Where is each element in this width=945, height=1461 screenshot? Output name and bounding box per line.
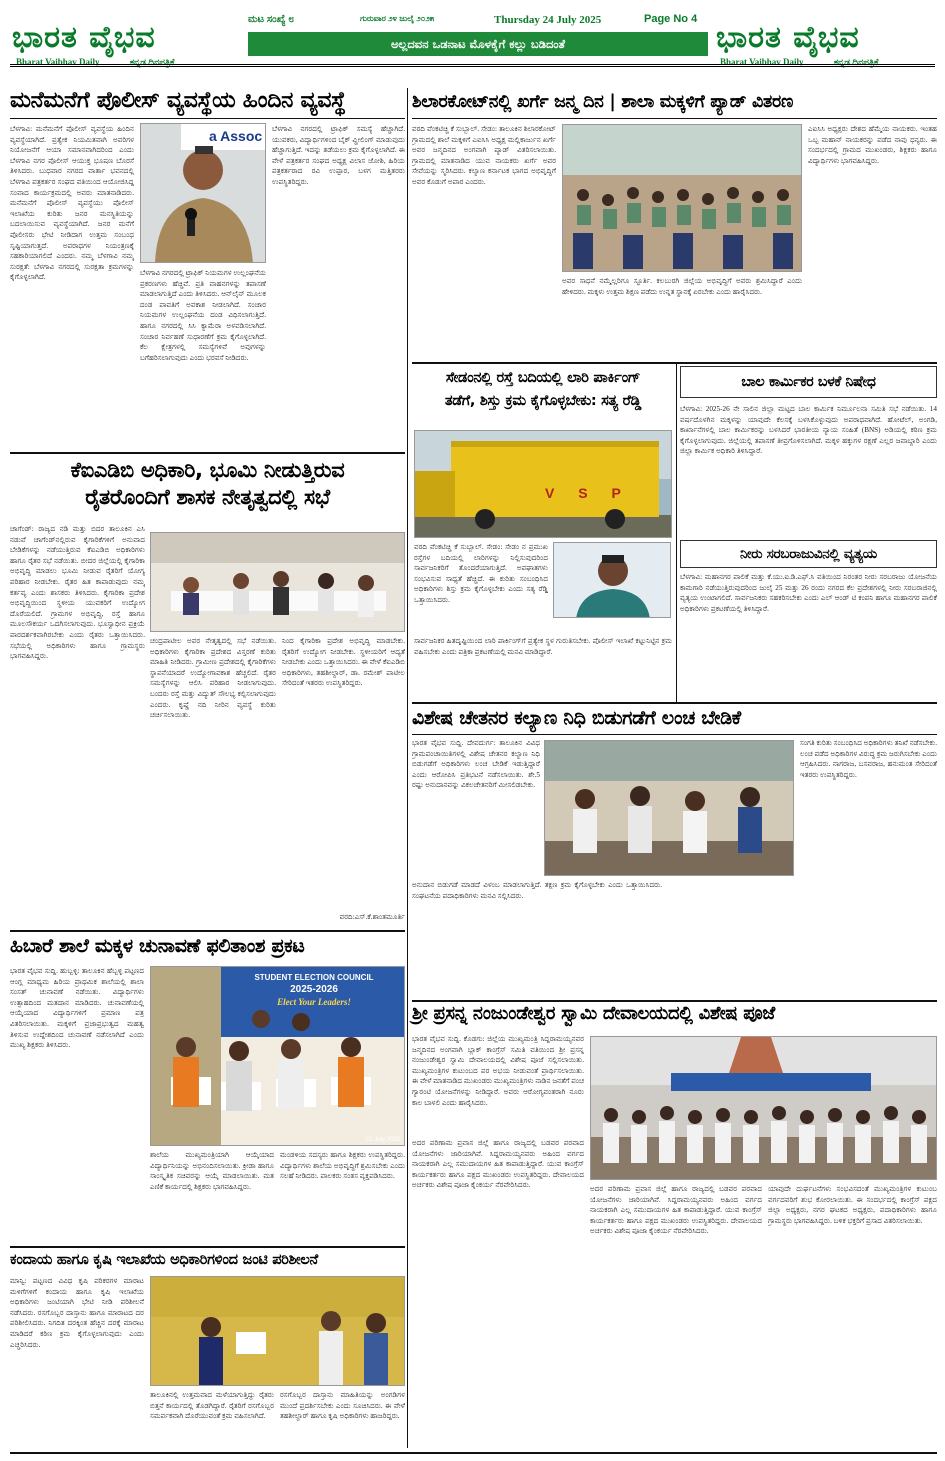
page-number: Page No 4 bbox=[644, 13, 698, 25]
issue-date-en: Thursday 24 July 2025 bbox=[494, 14, 602, 26]
a5-column-3: ಎಐಸಿಸಿ ಅಧ್ಯಕ್ಷರು ದೇಶದ ಹೆಮ್ಮೆಯ ನಾಯಕರು. ಇಂತಹ ಒಬ್ಬ ಮಹಾನ್ ನಾಯಕರನ್ನು ಪಡೆದ ನಾವು ಧನ್ಯರು. ಈ ಸಂದರ್ಭದಲ್ಲಿ ಗ್ರಾಮದ ಮುಖಂಡರು, ಶಿಕ್ಷಕರು ಹಾಗೂ ವಿದ್ಯಾರ್ಥಿಗಳು ಭಾಗವಹಿಸಿದ್ದರು. bbox=[808, 125, 937, 165]
a10-column-3: ಯಾವುದೇ ದುರ್ಘಟನೆಗಳು ಸಂಭವಿಸದಂತೆ ಮುಖ್ಯಮಂತ್ರಿಗಳ ಕುಟುಂಬ ವರ್ಗದವರಿಗೆ ಶುಭ ಕೋರಲಾಯಿತು. ಈ ಸಂದರ್ಭದಲ್ಲಿ ಕಾಂಗ್ರೆಸ್ ಪಕ್ಷದ ಜಿಲ್ಲಾ ಅಧ್ಯಕ್ಷರು, ನಗರ ಘಟಕದ ಅಧ್ಯಕ್ಷರು, ಪದಾಧಿಕಾರಿಗಳು ಹಾಗೂ ಗ್ರಾಮಸ್ಥರು ಭಾಗವಹಿಸಿದ್ದರು. ಬಳಿಕ ಭಕ್ತರಿಗೆ ಪ್ರಸಾದ ವಿತರಿಸಲಾಯಿತು. bbox=[768, 1185, 937, 1225]
a8-body: ಬೆಳಗಾವಿ: ಮಹಾನಗರ ಪಾಲಿಕೆ ಮತ್ತು ಕೆ.ಯು.ಐ.ಡಿ.ಎಫ್.ಸಿ ವತಿಯಿಂದ ನಿರಂತರ ನೀರು ಸರಬರಾಜು ಯೋಜನೆಯ ಕಾಮಗಾರಿ ನಡೆಯುತ್ತಿರುವುದರಿಂದ ಜುಲೈ 25 ಮತ್ತು 26 ರಂದು ನಗರದ ಕೆಲ ಪ್ರದೇಶಗಳಲ್ಲಿ ನೀರು ಸರಬರಾಜಿನಲ್ಲಿ ವ್ಯತ್ಯಯ ಉಂಟಾಗಲಿದೆ. ಸಾರ್ವಜನಿಕರು ಸಹಕರಿಸಬೇಕು ಎಂದು ಎಲ್ ಆಂಡ್ ಟಿ ಕಂಪನಿ ಹಾಗೂ ಮಹಾನಗರ ಪಾಲಿಕೆ ಅಧಿಕಾರಿಗಳು ಪ್ರಕಟಣೆಯಲ್ಲಿ ತಿಳಿಸಿದ್ದಾರೆ. bbox=[680, 573, 937, 613]
masthead-subtitle-en: Bharat Vaibhav Daily bbox=[720, 57, 804, 67]
issue-strip bbox=[248, 12, 708, 30]
a6-photo-portrait bbox=[553, 542, 671, 618]
a5-rule bbox=[412, 118, 937, 119]
a1-column-2: ಬೆಳಗಾವಿ ನಗರದಲ್ಲಿ ಟ್ರಾಫಿಕ್ ನಿಯಮಗಳ ಉಲ್ಲಂಘನೆಯ ಪ್ರಕರಣಗಳು ಹೆಚ್ಚಿವೆ. ಪ್ರತಿ ವಾಹನಗಳನ್ನು ತಪಾಸಣೆ ಮಾಡಲಾಗುತ್ತಿದೆ ಎಂದು ತಿಳಿಸಿದರು. ಆನ್‌ಲೈನ್ ಮೂಲಕ ದಂಡ ಪಾವತಿಗೆ ಅವಕಾಶ ನೀಡಲಾಗಿದೆ. ಸಂಚಾರ ನಿಯಮಗಳ ಉಲ್ಲಂಘನೆಯ ದಂಡ ವಿಧಿಸಲಾಗುತ್ತಿದೆ. ಹಾಗೂ ನಗರದಲ್ಲಿ ಸಿಸಿ ಕ್ಯಾಮೆರಾ ಅಳವಡಿಸಲಾಗಿದೆ. ಸಂಚಾರ ನಿರ್ವಹಣೆ ಸುಧಾರಣೆಗೆ ಕ್ರಮ ಕೈಗೊಳ್ಳಲಾಗಿದೆ. ಕೆಲ ಕ್ಷೇತ್ರಗಳಲ್ಲಿ ಸಮಸ್ಯೆಗಳಿವೆ ಅವುಗಳನ್ನು ಬಗೆಹರಿಸಲಾಗುವುದು ಎಂದು ಭರವಸೆ ನೀಡಿದರು. bbox=[140, 269, 266, 362]
masthead-right bbox=[716, 20, 942, 67]
a5-column-1: ವರದಿ ವೆಂಕಟಿಚ್ಚಿ ಕೆ ಸುಬ್ಬಾಲ್. ಸೇಡಂ: ತಾಲೂಕಿನ ಶಿಲಾರಕೋಟ್ ಗ್ರಾಮದಲ್ಲಿ ಶಾಲೆ ಮಕ್ಕಳಿಗೆ ಎಐಸಿಸಿ ಅಧ್ಯಕ್ಷ ಮಲ್ಲಿಕಾರ್ಜುನ ಖರ್ಗೆ ಅವರ ಜನ್ಮದಿನದ ಅಂಗವಾಗಿ ಪ್ಯಾಡ್ ವಿತರಿಸಲಾಯಿತು. ಗ್ರಾಮದಲ್ಲಿ ಮಾತನಾಡಿದ ಯುವ ನಾಯಕರು ಖರ್ಗೆ ಅವರ ಸೇವೆಯನ್ನು ಸ್ಮರಿಸಿದರು. ಕಲ್ಯಾಣ ಕರ್ನಾಟಕ ಭಾಗದ ಅಭಿವೃದ್ಧಿಗೆ ಅವರ ಕೊಡುಗೆ ಅಪಾರ ಎಂದರು. bbox=[412, 125, 556, 186]
masthead-divider bbox=[10, 64, 935, 67]
a9-photo-protest bbox=[544, 740, 794, 876]
a10-column-1: ಅದರ ಪರಿಣಾಮ ಪ್ರವಾಸ ಜಿಲ್ಲೆ ಹಾಗೂ ರಾಜ್ಯದಲ್ಲಿ ಬಡವರ ಪರವಾದ ಯೋಜನೆಗಳು ಜಾರಿಯಾಗಿವೆ. ಸಿದ್ದರಾಮಯ್ಯನವರು ಅಹಿಂದ ವರ್ಗದ ನಾಯಕರಾಗಿ ಎಲ್ಲ ಸಮುದಾಯಗಳ ಹಿತ ಕಾಪಾಡುತ್ತಿದ್ದಾರೆ. ಯುವ ಕಾಂಗ್ರೆಸ್ ಕಾರ್ಯಕರ್ತರು ಹಾಗೂ ಪಕ್ಷದ ಮುಖಂಡರು ಉಪಸ್ಥಿತರಿದ್ದರು. ದೇವಾಲಯದ ಅರ್ಚಕರು ವಿಶೇಷ ಪೂಜಾ ಕೈಂಕರ್ಯ ನೆರವೇರಿಸಿದರು. bbox=[412, 1139, 584, 1190]
tagline-band: ಅಲ್ಲದವನ ಒಡನಾಟ ಮೊಳಕೈಗೆ ಕಲ್ಲು ಬಡಿದಂತೆ bbox=[248, 32, 708, 56]
issue-number: ಮಟ ಸಂಖ್ಯೆ ೮ bbox=[248, 14, 294, 25]
a10-column-1-top: ಭಾರತ ವೈಭವ ಸುದ್ದಿ. ಕೊಡಗು: ಜಿಲ್ಲೆಯ ಮುಖ್ಯಮಂತ್ರಿ ಸಿದ್ದರಾಮಯ್ಯನವರ ಜನ್ಮದಿನದ ಅಂಗವಾಗಿ ಬ್ಲಾಕ್ ಕಾಂಗ್ರೆಸ್ ಸಮಿತಿ ವತಿಯಿಂದ ಶ್ರೀ ಪ್ರಸನ್ನ ನಂಜುಂಡೇಶ್ವರ ಸ್ವಾಮಿ ದೇವಾಲಯದಲ್ಲಿ ವಿಶೇಷ ಪೂಜೆ ಸಲ್ಲಿಸಲಾಯಿತು. ಮುಖ್ಯಮಂತ್ರಿಗಳ ಕುಟುಂಬದ ಪರ ಅಭಯ ನೀಡುವಂತೆ ಪ್ರಾರ್ಥಿಸಲಾಯಿತು. ಈ ವೇಳೆ ಮಾತನಾಡಿದ ಮುಖಂಡರು ಮುಖ್ಯಮಂತ್ರಿಗಳು ನಾಡಿನ ಜನತೆಗೆ ಪಂಚ ಗ್ಯಾರಂಟಿ ಯೋಜನೆಗಳನ್ನು ನೀಡಿದ್ದಾರೆ. ಅವರು ಆರೋಗ್ಯವಂತರಾಗಿ ನೂರು ಕಾಲ ಬಾಳಲಿ ಎಂದು ಹಾರೈಸಿದರು. bbox=[412, 1035, 584, 1107]
headline-a7: ಬಾಲ ಕಾರ್ಮಿಕರ ಬಳಕೆ ನಿಷೇಧ bbox=[741, 374, 876, 390]
a4-column-2: ತಾಲೂಕಿನಲ್ಲಿ ಉತ್ತಮವಾದ ಮಳೆಯಾಗುತ್ತಿದ್ದು ರೈತರು ಬಿತ್ತನೆ ಕಾರ್ಯದಲ್ಲಿ ತೊಡಗಿದ್ದಾರೆ. ರೈತರಿಗೆ ರಸಗೊಬ್ಬರ ಸಮರ್ಪಕವಾಗಿ ದೊರೆಯುವಂತೆ ಕ್ರಮ ವಹಿಸಲಾಗಿದೆ. bbox=[150, 1391, 274, 1421]
a2-column-2: ಚಂದ್ರಪಾಟೀಲ ಅವರ ನೇತೃತ್ವದಲ್ಲಿ ಸಭೆ ನಡೆಯಿತು. ಅಧಿಕಾರಿಗಳು ಕೈಗಾರಿಕಾ ಪ್ರದೇಶದ ವಿಸ್ತರಣೆ ಕುರಿತು ಮಾಹಿತಿ ನೀಡಿದರು. ಗ್ರಾಮೀಣ ಪ್ರದೇಶದಲ್ಲಿ ಕೈಗಾರಿಕೆಗಳು ಸ್ಥಾಪನೆಯಾದರೆ ಉದ್ಯೋಗಾವಕಾಶ ಹೆಚ್ಚಲಿದೆ. ರೈತರ ಸಮಸ್ಯೆಗಳನ್ನು ಆಲಿಸಿ ಪರಿಹಾರ ನೀಡಲಾಗುವುದು. ಬಂದರು ರಸ್ತೆ ಮತ್ತು ವಿದ್ಯುತ್ ಸೌಲಭ್ಯ ಕಲ್ಪಿಸಲಾಗುವುದು ಎಂದರು. ಕೃಷ್ಣೆ ನದಿ ನೀರಿನ ವ್ಯವಸ್ಥೆ ಕುರಿತು ಚರ್ಚಿಸಲಾಯಿತು. bbox=[150, 637, 276, 720]
issue-date-kn: ಗುರುವಾರ ೨೪ ಜುಲೈ ೨೦೨೫ bbox=[360, 14, 435, 23]
headline-a3: ಹಿಬಾರೆ ಶಾಲೆ ಮಕ್ಕಳ ಚುನಾವಣೆ ಫಲಿತಾಂಶ ಪ್ರಕಟ bbox=[10, 935, 305, 957]
a3-photo-students bbox=[150, 966, 405, 1146]
a3-column-2: ಶಾಲೆಯ ಮುಖ್ಯಮಂತ್ರಿಯಾಗಿ ಆಯ್ಕೆಯಾದ ವಿದ್ಯಾರ್ಥಿನಿಯನ್ನು ಅಭಿನಂದಿಸಲಾಯಿತು. ಕ್ರೀಡಾ ಹಾಗೂ ಸಾಂಸ್ಕೃತಿಕ ಸಚಿವರನ್ನು ಆಯ್ಕೆ ಮಾಡಲಾಯಿತು. ಮತ ಎಣಿಕೆ ಕಾರ್ಯದಲ್ಲಿ ಶಿಕ್ಷಕರು ಭಾಗವಹಿಸಿದ್ದರು. bbox=[150, 1151, 274, 1191]
a6-photo-truck bbox=[414, 430, 672, 538]
a1-photo-banner: a Assoc bbox=[209, 128, 263, 144]
a9-column-3: ಸಂಗತಿ ಕುರಿತು ಸಂಬಂಧಿಸಿದ ಅಧಿಕಾರಿಗಳು ತನಿಖೆ ನಡೆಸಬೇಕು. ಲಂಚ ಪಡೆದ ಅಧಿಕಾರಿಗಳ ವಿರುದ್ಧ ಕ್ರಮ ಜರುಗಿಸಬೇಕು ಎಂದು ಆಗ್ರಹಿಸಿದರು. ನಾಗರಾಜ, ಬಸವರಾಜ, ಹನುಮಂತ ಸೇರಿದಂತೆ ಇತರರು ಉಪಸ್ಥಿತರಿದ್ದರು. bbox=[800, 739, 937, 779]
headline-a8: ನೀರು ಸರಬರಾಜುವಿನಲ್ಲಿ ವ್ಯತ್ಯಯ bbox=[740, 546, 877, 562]
column-divider bbox=[407, 88, 408, 1448]
a7-body: ಬೆಳಗಾವಿ: 2025-26 ನೇ ಸಾಲಿನ ಜಿಲ್ಲಾ ಮಟ್ಟದ ಬಾಲ ಕಾರ್ಮಿಕ ನಿರ್ಮೂಲನಾ ಸಮಿತಿ ಸಭೆ ನಡೆಯಿತು. 14 ವರ್ಷದೊಳಗಿನ ಮಕ್ಕಳನ್ನು ಯಾವುದೇ ಕೆಲಸಕ್ಕೆ ಬಳಸಿಕೊಳ್ಳುವುದು ಅಪರಾಧವಾಗಿದೆ. ಹೋಟೆಲ್, ಅಂಗಡಿ, ಕಾರ್ಖಾನೆಗಳಲ್ಲಿ ಬಾಲ ಕಾರ್ಮಿಕರನ್ನು ಬಳಸಿದರೆ ಭಾರತೀಯ ನ್ಯಾಯ ಸಂಹಿತೆ (BNS) ಅಡಿಯಲ್ಲಿ ಕಠಿಣ ಕ್ರಮ ಕೈಗೊಳ್ಳಲಾಗುವುದು. ಜಿಲ್ಲೆಯಲ್ಲಿ ತಪಾಸಣೆ ತೀವ್ರಗೊಳಿಸಲಾಗಿದೆ. ಮಕ್ಕಳ ಹಕ್ಕುಗಳ ರಕ್ಷಣೆ ಎಲ್ಲರ ಜವಾಬ್ದಾರಿ ಎಂದು ಜಿಲ್ಲಾ ಕಾರ್ಮಿಕ ಅಧಿಕಾರಿ ತಿಳಿಸಿದ್ದಾರೆ. bbox=[680, 405, 937, 456]
headline-a2-line1: ಕೆಐಎಡಿಬಿ ಅಧಿಕಾರಿ, ಭೂಮಿ ನೀಡುತ್ತಿರುವ bbox=[70, 458, 345, 482]
headline-a5: ಶಿಲಾರಕೋಟ್‌ನಲ್ಲಿ ಖರ್ಗೆ ಜನ್ಮ ದಿನ | ಶಾಲಾ ಮಕ್ಕಳಿಗೆ ಪ್ಯಾಡ್ ವಿತರಣ bbox=[412, 92, 794, 112]
headline-a10: ಶ್ರೀ ಪ್ರಸನ್ನ ನಂಜುಂಡೇಶ್ವರ ಸ್ವಾಮಿ ದೇವಾಲಯದಲ್ಲಿ ವಿಶೇಷ ಪೂಜೆ bbox=[412, 1003, 775, 1024]
a9-bottom-rule bbox=[412, 1000, 937, 1002]
a3-column-1: ಭಾರತ ವೈಭವ ಸುದ್ದಿ. ಹುಬ್ಬಳ್ಳಿ: ತಾಲೂಕಿನ ಹೆಬ್ಬಳ್ಳಿ ಪಟ್ಟಣದ ಆಂಗ್ಲ ಮಾಧ್ಯಮ ಹಿರಿಯ ಪ್ರಾಥಮಿಕ ಶಾಲೆಯಲ್ಲಿ ಶಾಲಾ ಸಂಸತ್ ಚುನಾವಣೆ ನಡೆಯಿತು. ವಿದ್ಯಾರ್ಥಿಗಳು ಉತ್ಸಾಹದಿಂದ ಮತದಾನ ಮಾಡಿದರು. ಚುನಾವಣೆಯಲ್ಲಿ ಆಯ್ಕೆಯಾದ ವಿದ್ಯಾರ್ಥಿಗಳಿಗೆ ಪ್ರಮಾಣ ಪತ್ರ ವಿತರಿಸಲಾಯಿತು. ಮಕ್ಕಳಿಗೆ ಪ್ರಜಾಪ್ರಭುತ್ವದ ಮಹತ್ವ ತಿಳಿಸುವ ಉದ್ದೇಶದಿಂದ ಚುನಾವಣೆ ನಡೆಸಲಾಗಿದೆ ಎಂದು ಮುಖ್ಯ ಶಿಕ್ಷಕರು ತಿಳಿಸಿದರು. bbox=[10, 967, 144, 1050]
masthead-subtitle-en: Bharat Vaibhav Daily bbox=[16, 57, 100, 67]
a10-photo-temple bbox=[590, 1036, 937, 1180]
a3-banner-title: STUDENT ELECTION COUNCIL bbox=[254, 973, 374, 982]
a1-photo-officer bbox=[140, 123, 266, 263]
a8-headline-box bbox=[680, 540, 937, 568]
headline-a4: ಕಂದಾಯ ಹಾಗೂ ಕೃಷಿ ಇಲಾಖೆಯ ಅಧಿಕಾರಿಗಳಿಂದ ಜಂಟಿ ಪರಿಶೀಲನೆ bbox=[10, 1252, 318, 1268]
a9-column-1: ಭಾರತ ವೈಭವ ಸುದ್ದಿ. ದೇವದುರ್ಗ: ತಾಲೂಕಿನ ವಿವಿಧ ಗ್ರಾಮಪಂಚಾಯಿತಿಗಳಲ್ಲಿ ವಿಶೇಷ ಚೇತನರ ಕಲ್ಯಾಣ ನಿಧಿ ಬಿಡುಗಡೆಗೆ ಅಧಿಕಾರಿಗಳು ಲಂಚ ಬೇಡಿಕೆ ಇಡುತ್ತಿದ್ದಾರೆ ಎಂದು ಆರೋಪಿಸಿ ಪ್ರತಿಭಟನೆ ನಡೆಸಲಾಯಿತು. ಶೇ.5 ರಷ್ಟು ಅನುದಾನವನ್ನು ವಿಕಲಚೇತನರಿಗೆ ಮೀಸಲಿಡಬೇಕು. bbox=[412, 739, 540, 790]
a10-column-2: ಅದರ ಪರಿಣಾಮ ಪ್ರವಾಸ ಜಿಲ್ಲೆ ಹಾಗೂ ರಾಜ್ಯದಲ್ಲಿ ಬಡವರ ಪರವಾದ ಯೋಜನೆಗಳು ಜಾರಿಯಾಗಿವೆ. ಸಿದ್ದರಾಮಯ್ಯನವರು ಅಹಿಂದ ವರ್ಗದ ನಾಯಕರಾಗಿ ಎಲ್ಲ ಸಮುದಾಯಗಳ ಹಿತ ಕಾಪಾಡುತ್ತಿದ್ದಾರೆ. ಯುವ ಕಾಂಗ್ರೆಸ್ ಕಾರ್ಯಕರ್ತರು ಹಾಗೂ ಪಕ್ಷದ ಮುಖಂಡರು ಉಪಸ್ಥಿತರಿದ್ದರು. ದೇವಾಲಯದ ಅರ್ಚಕರು ವಿಶೇಷ ಪೂಜಾ ಕೈಂಕರ್ಯ ನೆರವೇರಿಸಿದರು. bbox=[590, 1185, 762, 1236]
a4-column-3: ರಸಗೊಬ್ಬರ ದಾಸ್ತಾನು ಮಾಹಿತಿಯನ್ನು ಅಂಗಡಿಗಳ ಮುಂದೆ ಪ್ರದರ್ಶಿಸಬೇಕು ಎಂದು ಸೂಚಿಸಿದರು. ಈ ವೇಳೆ ತಹಶೀಲ್ದಾರ್ ಹಾಗೂ ಕೃಷಿ ಅಧಿಕಾರಿಗಳು ಹಾಜರಿದ್ದರು. bbox=[280, 1391, 405, 1421]
page-bottom-rule bbox=[10, 1452, 937, 1454]
a2-byline: ವರದಿ:ಎಸ್.ಕೆ.ಶಾಂತಮೂರ್ತಿ bbox=[339, 913, 405, 921]
masthead-title: ಭಾರತ ವೈಭವ bbox=[716, 20, 860, 55]
a2-column-3: ನಿಂದ ಕೈಗಾರಿಕಾ ಪ್ರದೇಶ ಅಭಿವೃದ್ಧಿ ಮಾಡಬೇಕು. ರೈತರಿಗೆ ಉದ್ಯೋಗ ನೀಡಬೇಕು. ಸ್ಥಳೀಯರಿಗೆ ಆದ್ಯತೆ ನೀಡಬೇಕು ಎಂದು ಒತ್ತಾಯಿಸಿದರು. ಈ ವೇಳೆ ಕೆಐಎಡಿಬಿ ಅಧಿಕಾರಿಗಳು, ತಹಶೀಲ್ದಾರ್, ಡಾ. ರಮೇಶ್ ಪಾಟೀಲ ಸೇರಿದಂತೆ ಇತರರು ಉಪಸ್ಥಿತರಿದ್ದರು. bbox=[282, 637, 405, 688]
headline-a6-line2: ತಡೆಗೆ, ಶಿಸ್ತು ಕ್ರಮ ಕೈಗೊಳ್ಳಬೇಕು: ಸತ್ಯ ರೆಡ್ಡಿ bbox=[444, 392, 642, 409]
a5-column-2: ಅವರ ಸಾಧನೆ ನಮ್ಮೆಲ್ಲರಿಗೂ ಸ್ಫೂರ್ತಿ. ಕಲಬುರಗಿ ಜಿಲ್ಲೆಯ ಅಭಿವೃದ್ಧಿಗೆ ಅವರು ಶ್ರಮಿಸಿದ್ದಾರೆ ಎಂದು ಹೇಳಿದರು. ಮಕ್ಕಳು ಉತ್ತಮ ಶಿಕ್ಷಣ ಪಡೆದು ಉನ್ನತ ಸ್ಥಾನಕ್ಕೆ ಏರಬೇಕು ಎಂದು ಹಾರೈಸಿದರು. bbox=[562, 277, 802, 296]
headline-a1: ಮನೆಮನೆಗೆ ಪೊಲೀಸ್ ವ್ಯವಸ್ಥೆಯ ಹಿಂದಿನ ವ್ಯವಸ್ಥೆ bbox=[10, 88, 346, 113]
a1-bottom-rule bbox=[10, 452, 405, 454]
a6-truck-lettering: V S P bbox=[545, 485, 631, 501]
masthead-subtitle-kn: ಕನ್ನಡ ದಿನಪತ್ರಿಕೆ bbox=[130, 57, 175, 67]
headline-a9: ವಿಶೇಷ ಚೇತನರ ಕಲ್ಯಾಣ ನಿಧಿ ಬಿಡುಗಡೆಗೆ ಲಂಚ ಬೇಡಿಕೆ bbox=[412, 707, 741, 729]
a2-column-1: ಚಾಗೆಂಡ್: ರಾಜ್ಯದ ನಡಿ ಮತ್ತು ಬಿದರ ತಾಲೂಕಿನ ಎಸಿ ನಡುವೆ ಚಾಗೆಂಡ್‌ನಲ್ಲಿರುವ ಕೈಗಾರಿಕೆಗಳಿಗೆ ಅನುವಾದ ಬೇಡಿಕೆಗಳನ್ನು ನಡೆಯುತ್ತಿರುವ ಕೆಐಎಡಿಬಿ ಅಧಿಕಾರಿಗಳು ಹಾಗೂ ರೈತರ ಸಭೆ ನಡೆಯಿತು. ಬೀದರ ಜಿಲ್ಲೆಯಲ್ಲಿ ಕೈಗಾರಿಕಾ ಅಭಿವೃದ್ಧಿ ಮಾಡಲು ಭೂಮಿ ನೀಡುವ ರೈತರಿಗೆ ಯೋಗ್ಯ ಪರಿಹಾರ ನೀಡಬೇಕು. ರೈತರ ಹಿತ ಕಾಪಾಡುವುದು ನಮ್ಮ ಕರ್ತವ್ಯ ಎಂದು ಶಾಸಕರು ತಿಳಿಸಿದರು. ಕೈಗಾರಿಕಾ ಪ್ರದೇಶ ಅಭಿವೃದ್ಧಿಯಿಂದ ಸ್ಥಳೀಯ ಯುವಕರಿಗೆ ಉದ್ಯೋಗ ದೊರೆಯಲಿದೆ. ಗ್ರಾಮಗಳ ಅಭಿವೃದ್ಧಿ, ರಸ್ತೆ ಹಾಗೂ ಮೂಲಸೌಕರ್ಯ ಒದಗಿಸಲಾಗುವುದು. ಭೂಸ್ವಾಧೀನ ಪ್ರಕ್ರಿಯೆ ಪಾರದರ್ಶಕವಾಗಿರಬೇಕು ಎಂದು ರೈತರು ಒತ್ತಾಯಿಸಿದರು. ಸಭೆಯಲ್ಲಿ ಅಧಿಕಾರಿಗಳು ಹಾಗೂ ಗ್ರಾಮಸ್ಥರು ಭಾಗವಹಿಸಿದ್ದರು. bbox=[10, 525, 145, 661]
a3-banner-slogan: Elect Your Leaders! bbox=[277, 997, 351, 1007]
a1-column-1: ಬೆಳಗಾವಿ: ಮನೆಮನೆಗೆ ಪೊಲೀಸ್ ವ್ಯವಸ್ಥೆಯ ಹಿಂದಿನ ವ್ಯವಸ್ಥೆಯಾಗಿದೆ. ಪ್ರತ್ಯೇಕ ನಿಯಮಿತವಾಗಿ ಅವರಿಗಳ ನಿಯೋಜನೆಗೆ ಆಯಾ ಸಮಾನವಾಗಿದರಿಂದ ಎಂದು ಬೆಳಗಾವಿ ನಗರ ಪೊಲೀಸ್ ಆಯುಕ್ತ ಭೂಷಣ ಬೊರಸೆ ತಿಳಿಸಿದರು. ಬುಧವಾರ ನಗರದ ವಾರ್ತಾ ಭವನದಲ್ಲಿ ಬೆಳಗಾವಿ ಪತ್ರಕರ್ತರ ಸಂಘದ ವತಿಯಿಂದ ಆಯೋಜಿಸಿದ್ದ ಸಂವಾದ ಕಾರ್ಯಕ್ರಮದಲ್ಲಿ ಅವರು ಮಾತನಾಡಿದರು. ಮನೆಮನೆಗೆ ಪೊಲೀಸ್ ವ್ಯವಸ್ಥೆಯು ಪೊಲೀಸ್ ಇಲಾಖೆಯ ಕುರಿತು ಜನರ ಮನಸ್ಥಿತಿಯನ್ನು ಬದಲಾಯಿಸುವ ವ್ಯವಸ್ಥೆಯಾಗಿದೆ. ಜನರ ಮನೆಗೆ ಪೊಲೀಸರು ಭೇಟಿ ನೀಡಿದಾಗ ಉತ್ತಮ ಸಂಬಂಧ ಸೃಷ್ಟಿಯಾಗುತ್ತದೆ. ಅಪರಾಧಗಳ ನಿಯಂತ್ರಣಕ್ಕೆ ಸಹಕಾರಿಯಾಗಲಿದೆ ಎಂದರು. ನಮ್ಮ ಬೆಳಗಾವಿ ನಮ್ಮ ಸುರಕ್ಷತೆ: ಬೆಳಗಾವಿ ನಗರದಲ್ಲಿ ಸುರಕ್ಷತಾ ಕ್ರಮಗಳನ್ನು ಕೈಗೊಳ್ಳಲಾಗಿದೆ. bbox=[10, 125, 134, 282]
a6-a7-divider bbox=[676, 364, 677, 702]
a1-rule bbox=[10, 118, 405, 119]
a9-column-2: ಅನುದಾನ ಬಿಡುಗಡೆ ಮಾಡದೆ ವಿಳಂಬ ಮಾಡಲಾಗುತ್ತಿದೆ. ತಕ್ಷಣ ಕ್ರಮ ಕೈಗೊಳ್ಳಬೇಕು ಎಂದು ಒತ್ತಾಯಿಸಿದರು. ಸಂಘಟನೆಯ ಪದಾಧಿಕಾರಿಗಳು ಮನವಿ ಸಲ್ಲಿಸಿದರು. bbox=[412, 881, 662, 900]
a4-column-1: ಮಾನ್ವಿ: ಪಟ್ಟಣದ ವಿವಿಧ ಕೃಷಿ ಪರಿಕರಗಳ ಮಾರಾಟ ಮಳಿಗೆಗಳಿಗೆ ಕಂದಾಯ ಹಾಗೂ ಕೃಷಿ ಇಲಾಖೆಯ ಅಧಿಕಾರಿಗಳು ಜಂಟಿಯಾಗಿ ಭೇಟಿ ನೀಡಿ ಪರಿಶೀಲನೆ ನಡೆಸಿದರು. ರಸಗೊಬ್ಬರ ದಾಸ್ತಾನು ಹಾಗೂ ಮಾರಾಟದ ದರ ಪರಿಶೀಲಿಸಿದರು. ನಿಗದಿತ ದರಕ್ಕಿಂತ ಹೆಚ್ಚಿನ ದರಕ್ಕೆ ಮಾರಾಟ ಮಾಡಿದರೆ ಕಠಿಣ ಕ್ರಮ ಕೈಗೊಳ್ಳಲಾಗುವುದು ಎಂದು ಎಚ್ಚರಿಸಿದರು. bbox=[10, 1277, 144, 1349]
a6-column-2: ಸಾರ್ವಜನಿಕರ ಹಿತದೃಷ್ಟಿಯಿಂದ ಲಾರಿ ಪಾರ್ಕಿಂಗ್‌ಗೆ ಪ್ರತ್ಯೇಕ ಸ್ಥಳ ಗುರುತಿಸಬೇಕು. ಪೊಲೀಸ್ ಇಲಾಖೆ ಕಟ್ಟುನಿಟ್ಟಿನ ಕ್ರಮ ವಹಿಸಬೇಕು ಎಂದು ಪತ್ರಿಕಾ ಪ್ರಕಟಣೆಯಲ್ಲಿ ಮನವಿ ಮಾಡಿದ್ದಾರೆ. bbox=[414, 637, 672, 656]
a1-column-3: ಬೆಳಗಾವಿ ನಗರದಲ್ಲಿ ಟ್ರಾಫಿಕ್ ಸಮಸ್ಯೆ ಹೆಚ್ಚಾಗಿದೆ. ಯುವಕರು, ವಿದ್ಯಾರ್ಥಿಗಳಿಂದ ಬೈಕ್ ವ್ಹೀಲಿಂಗ್ ಮಾಡುವುದು ಹೆಚ್ಚಾಗುತ್ತಿದೆ. ಇದನ್ನು ತಡೆಯಲು ಕ್ರಮ ಕೈಗೊಳ್ಳಲಾಗಿದೆ. ಈ ವೇಳೆ ಪತ್ರಕರ್ತರ ಸಂಘದ ಅಧ್ಯಕ್ಷ ವಿಲಾಸ ಜೋಶಿ, ಹಿರಿಯ ಪತ್ರಕರ್ತರಾದ ರವಿ ಉಪ್ಪಾರ, ಬಳಗ ಮತ್ತಿತರರು ಉಪಸ್ಥಿತರಿದ್ದರು. bbox=[272, 125, 405, 186]
a3-banner-year: 2025-2026 bbox=[290, 984, 338, 995]
a2-photo-meeting bbox=[150, 532, 405, 632]
masthead-subtitle-kn: ಕನ್ನಡ ದಿನಪತ್ರಿಕೆ bbox=[834, 57, 879, 67]
masthead-left bbox=[12, 20, 238, 67]
a3-bottom-rule bbox=[10, 1246, 405, 1248]
a6-headline-box bbox=[412, 366, 674, 428]
a5-photo-children bbox=[562, 124, 802, 272]
a3-column-3: ಮಂಡಳಿಯ ಸದಸ್ಯರು ಹಾಗೂ ಶಿಕ್ಷಕರು ಉಪಸ್ಥಿತರಿದ್ದರು. ವಿದ್ಯಾರ್ಥಿಗಳು ಶಾಲೆಯ ಅಭಿವೃದ್ಧಿಗೆ ಶ್ರಮಿಸಬೇಕು ಎಂದು ಸಲಹೆ ನೀಡಿದರು. ಪಾಲಕರು ಸಂತಸ ವ್ಯಕ್ತಪಡಿಸಿದರು. bbox=[280, 1151, 405, 1181]
headline-a2-line2: ರೈತರೊಂದಿಗೆ ಶಾಸಕ ನೇತೃತ್ವದಲ್ಲಿ ಸಭೆ bbox=[85, 485, 330, 509]
a5-bottom-rule bbox=[412, 362, 937, 364]
a2-bottom-rule bbox=[10, 930, 405, 932]
masthead-title: ಭಾರತ ವೈಭವ bbox=[12, 20, 156, 55]
a6-column-1: ವರದಿ ವೆಂಕಟಿಚ್ಚಿ ಕೆ ಸುಬ್ಬಾಲ್. ಸೇಡಂ: ಸೇಡಂ ನ ಪ್ರಮುಖ ರಸ್ತೆಗಳ ಬದಿಯಲ್ಲಿ ಲಾರಿಗಳನ್ನು ನಿಲ್ಲಿಸುವುದರಿಂದ ಸಾರ್ವಜನಿಕರಿಗೆ ತೊಂದರೆಯಾಗುತ್ತಿದೆ. ಅಪಘಾತಗಳು ಸಂಭವಿಸುವ ಸಾಧ್ಯತೆ ಹೆಚ್ಚಿದೆ. ಈ ಕುರಿತು ಸಂಬಂಧಿಸಿದ ಅಧಿಕಾರಿಗಳು ಶಿಸ್ತು ಕ್ರಮ ಕೈಗೊಳ್ಳಬೇಕು ಎಂದು ಸತ್ಯ ರೆಡ್ಡಿ ಒತ್ತಾಯಿಸಿದರು. bbox=[414, 543, 548, 604]
a3-photo-timestamp: 21 July 2025 bbox=[365, 1137, 400, 1143]
a7-headline-box bbox=[680, 366, 937, 398]
a9-rule bbox=[412, 734, 937, 735]
headline-a6-line1: ಸೇಡಂನಲ್ಲಿ ರಸ್ತೆ ಬದಿಯಲ್ಲಿ ಲಾರಿ ಪಾರ್ಕಿಂಗ್ bbox=[445, 370, 641, 386]
a8-bottom-rule bbox=[412, 702, 937, 704]
a4-photo-inspection bbox=[150, 1276, 405, 1386]
